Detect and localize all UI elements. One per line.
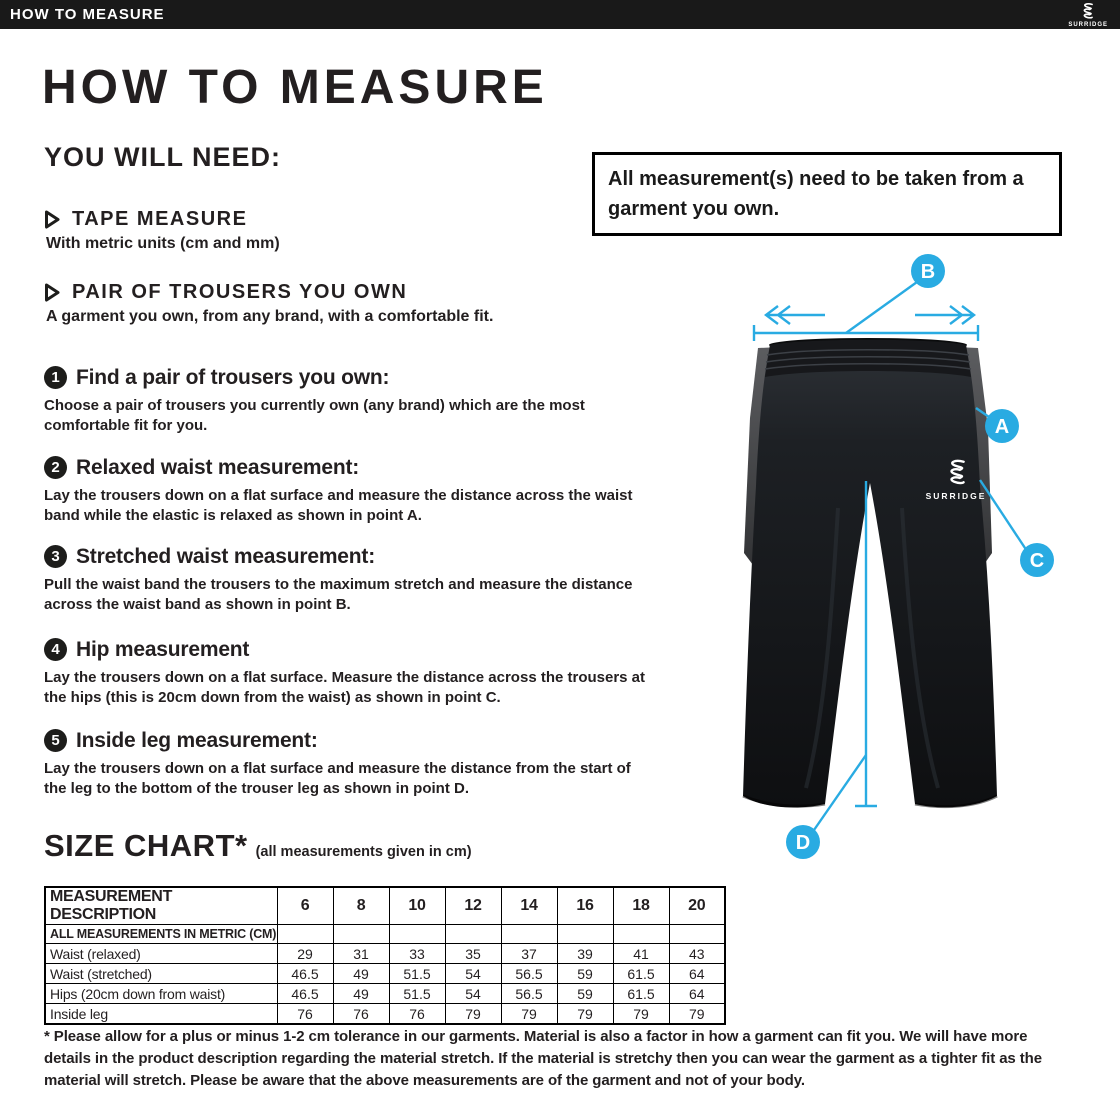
top-bar	[0, 0, 1120, 29]
cell: 79	[445, 1004, 501, 1025]
size-chart-table	[44, 886, 726, 1025]
cell: 41	[613, 944, 669, 964]
need-item-tape-measure	[44, 209, 604, 253]
column-header: 6	[277, 887, 333, 925]
cell: 33	[389, 944, 445, 964]
point-a-label: A	[994, 416, 1010, 438]
trousers-measurement-figure	[740, 248, 1080, 918]
cell: 51.5	[389, 964, 445, 984]
top-bar-title: HOW TO MEASURE	[10, 6, 165, 23]
point-d-label: D	[795, 832, 811, 854]
step-number-badge: 5	[44, 729, 67, 752]
cell: 79	[501, 1004, 557, 1025]
cell: 61.5	[613, 984, 669, 1004]
step-title: Relaxed waist measurement:	[76, 456, 360, 479]
step-body: Lay the trousers down on a flat surface. Measure the distance across the trousers at the hips (this is 20cm down from the waist) as shown in point C.	[44, 669, 646, 706]
size-chart-title: SIZE CHART*	[44, 828, 248, 863]
point-b-label: B	[920, 261, 936, 283]
cell: 76	[277, 1004, 333, 1025]
cell: 76	[333, 1004, 389, 1025]
column-header: 12	[445, 887, 501, 925]
cell: 43	[669, 944, 725, 964]
cell: 76	[389, 1004, 445, 1025]
cell: 31	[333, 944, 389, 964]
cell: 49	[333, 964, 389, 984]
step-body: Pull the waist band the trousers to the maximum stretch and measure the distance across the waist band as shown in point B.	[44, 576, 633, 613]
table-row-waist-stretched	[45, 964, 725, 984]
cell: 49	[333, 984, 389, 1004]
need-item-trousers	[44, 282, 604, 326]
metric-note-row	[45, 925, 725, 944]
step-number-badge: 4	[44, 638, 67, 661]
measurement-note-box: All measurement(s) need to be taken from a garment you own.	[592, 152, 1062, 236]
cell: 79	[669, 1004, 725, 1025]
tolerance-disclaimer: * Please allow for a plus or minus 1-2 cm tolerance in our garments. Material is also a factor in how a garment can fit you. We will have more details in the product description regarding the material stretch. If the material is stretchy then you can wear the garment as a tighter fit as the material will stretch. Please be aware that the above measurements are of the garment and not of your body.	[44, 1028, 1042, 1089]
step-body: Choose a pair of trousers you currently own (any brand) which are the most comfortable fit for you.	[44, 397, 585, 434]
cell: 79	[613, 1004, 669, 1025]
step-title: Find a pair of trousers you own:	[76, 366, 390, 389]
cell: 29	[277, 944, 333, 964]
column-header: 14	[501, 887, 557, 925]
size-chart-subtitle: (all measurements given in cm)	[255, 844, 472, 860]
step-3	[44, 545, 656, 615]
need-item-desc: A garment you own, from any brand, with a comfortable fit.	[46, 308, 494, 325]
cell: 46.5	[277, 964, 333, 984]
triangle-bullet-icon	[44, 210, 61, 229]
page-title: HOW TO MEASURE	[42, 61, 548, 114]
stretch-arrow-left-icon	[766, 306, 825, 324]
pointer-line-b	[846, 282, 917, 333]
column-header: 20	[669, 887, 725, 925]
cell: 35	[445, 944, 501, 964]
row-label: Hips (20cm down from waist)	[45, 984, 277, 1004]
need-item-label: TAPE MEASURE	[72, 208, 248, 230]
table-row-inside-leg	[45, 1004, 725, 1025]
row-label: Waist (stretched)	[45, 964, 277, 984]
cell: 37	[501, 944, 557, 964]
cell: 79	[557, 1004, 613, 1025]
step-5	[44, 729, 656, 799]
step-body: Lay the trousers down on a flat surface and measure the distance across the waist band while the elastic is relaxed as shown in point A.	[44, 487, 633, 524]
surridge-brand-text: SURRIDGE	[1068, 21, 1108, 28]
need-item-desc: With metric units (cm and mm)	[46, 235, 280, 252]
cell: 39	[557, 944, 613, 964]
cell: 54	[445, 964, 501, 984]
cell: 61.5	[613, 964, 669, 984]
step-title: Stretched waist measurement:	[76, 545, 376, 568]
step-2	[44, 456, 656, 526]
column-header: 8	[333, 887, 389, 925]
cell: 64	[669, 964, 725, 984]
cell: 56.5	[501, 984, 557, 1004]
step-4	[44, 638, 656, 708]
table-row-waist-relaxed	[45, 944, 725, 964]
step-number-badge: 1	[44, 366, 67, 389]
column-header: 10	[389, 887, 445, 925]
metric-note-cell: ALL MEASUREMENTS IN METRIC (CM)	[45, 925, 277, 944]
size-chart-heading	[44, 830, 472, 861]
you-will-need-heading: YOU WILL NEED:	[44, 142, 282, 172]
step-number-badge: 3	[44, 545, 67, 568]
need-item-label: PAIR OF TROUSERS YOU OWN	[72, 281, 408, 303]
step-title: Inside leg measurement:	[76, 729, 318, 752]
trousers-body	[743, 340, 997, 808]
cell: 59	[557, 964, 613, 984]
column-header: MEASUREMENT DESCRIPTION	[45, 887, 277, 925]
row-label: Waist (relaxed)	[45, 944, 277, 964]
surridge-s-icon	[1079, 2, 1098, 21]
point-c-label: C	[1029, 550, 1045, 572]
column-header: 16	[557, 887, 613, 925]
table-row-hips	[45, 984, 725, 1004]
column-header: 18	[613, 887, 669, 925]
size-chart-header-row	[45, 887, 725, 925]
step-title: Hip measurement	[76, 638, 250, 661]
garment-brand-text: SURRIDGE	[925, 491, 987, 501]
cell: 46.5	[277, 984, 333, 1004]
surridge-logo	[1068, 2, 1108, 28]
cell: 54	[445, 984, 501, 1004]
cell: 59	[557, 984, 613, 1004]
triangle-bullet-icon	[44, 283, 61, 302]
step-body: Lay the trousers down on a flat surface and measure the distance from the start of the leg to the bottom of the trouser leg as shown in point D.	[44, 760, 631, 797]
cell: 51.5	[389, 984, 445, 1004]
step-number-badge: 2	[44, 456, 67, 479]
cell: 64	[669, 984, 725, 1004]
stretch-arrow-right-icon	[915, 306, 974, 324]
row-label: Inside leg	[45, 1004, 277, 1025]
step-1	[44, 366, 656, 436]
cell: 56.5	[501, 964, 557, 984]
